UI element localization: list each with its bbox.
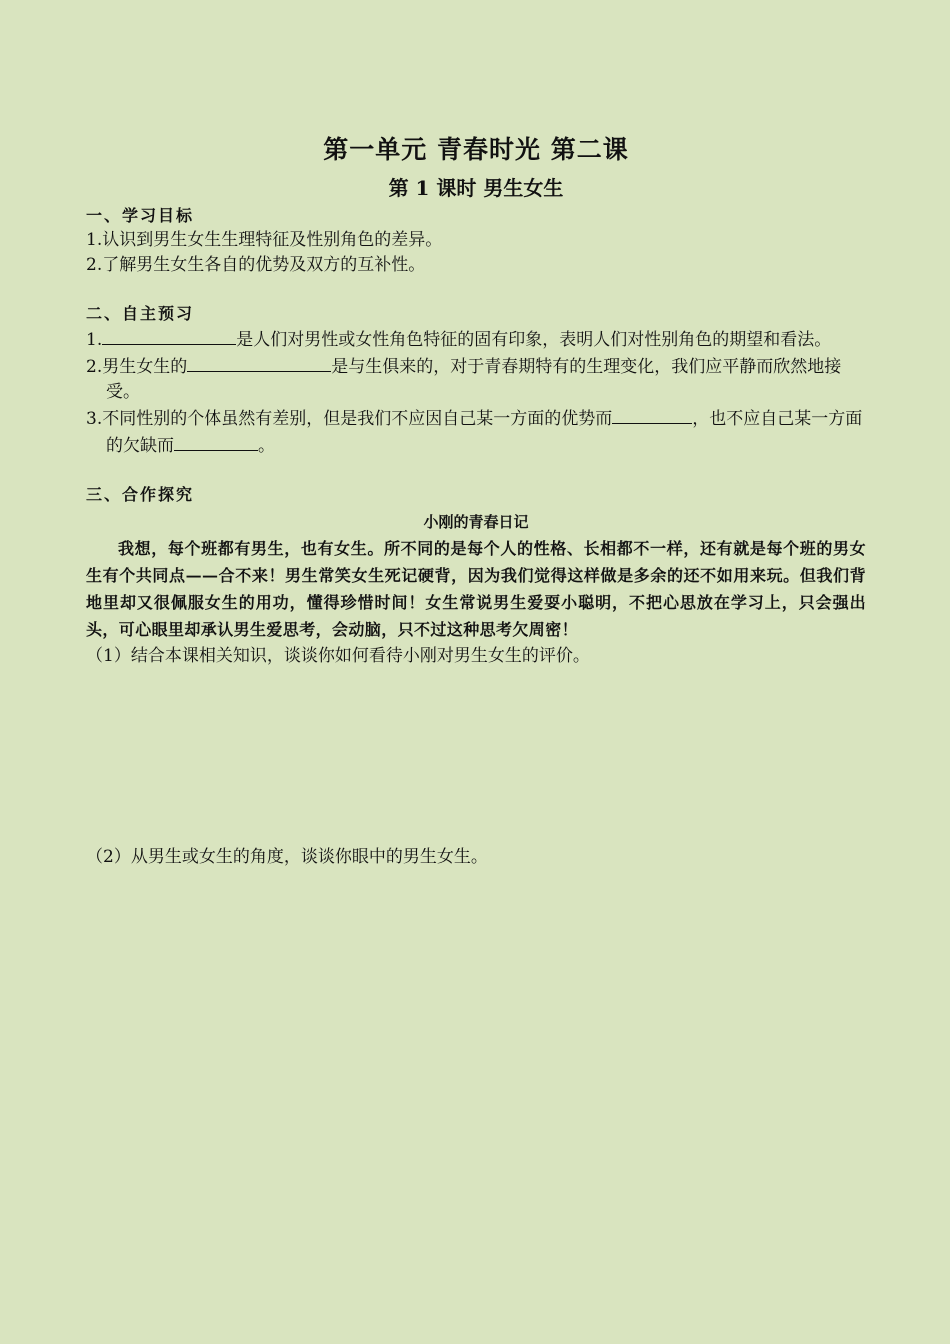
page-subtitle: 第 1 课时 男生女生 xyxy=(388,176,564,200)
story-paragraph: 我想，每个班都有男生，也有女生。所不同的是每个人的性格、长相都不一样，还有就是每个班的男女生有个共同点——合不来！男生常笑女生死记硬背，因为我们觉得这样做是多余的还不如用来玩。但我们背地里却又很佩服女生的用功，懂得珍惜时间！女生常说男生爱耍小聪明，不把心思放在学习上，只会强出头，可心眼里却承认男生爱思考，会动脑，只不过这种思考欠周密！ xyxy=(86,539,866,639)
section-inquiry xyxy=(86,483,866,1170)
objective-item-2: 2.了解男生女生各自的优势及双方的互补性。 xyxy=(86,255,426,275)
section-preview xyxy=(86,302,866,459)
q3-end: 。 xyxy=(258,436,275,456)
section-heading-inquiry: 三、合作探究 xyxy=(86,485,195,504)
inquiry-question-1: （1）结合本课相关知识，谈谈你如何看待小刚对男生女生的评价。 xyxy=(86,646,590,666)
preview-question-3 xyxy=(86,405,866,459)
fill-blank-3[interactable] xyxy=(612,405,692,424)
section-objectives xyxy=(86,204,866,278)
q2-text: 是与生俱来的，对于青春期特有的生理变化，我们应平静而欣然地接受。 xyxy=(106,357,842,402)
fill-blank-1[interactable] xyxy=(102,326,236,345)
worksheet xyxy=(86,130,866,1170)
q1-text: 是人们对男性或女性角色特征的固有印象，表明人们对性别角色的期望和看法。 xyxy=(236,330,832,350)
preview-question-1 xyxy=(86,326,866,353)
objective-item-1: 1.认识到男生女生生理特征及性别角色的差异。 xyxy=(86,230,443,250)
preview-question-2 xyxy=(86,353,866,405)
answer-space-1[interactable] xyxy=(86,669,866,844)
story-title: 小刚的青春日记 xyxy=(423,513,529,531)
q2-prefix: 2.男生女生的 xyxy=(86,357,188,377)
fill-blank-4[interactable] xyxy=(174,432,258,451)
inquiry-question-2: （2）从男生或女生的角度，谈谈你眼中的男生女生。 xyxy=(86,847,488,867)
q3-mid: ，也不应自己某一方面的欠缺而 xyxy=(106,409,863,456)
page-title: 第一单元 青春时光 第二课 xyxy=(323,135,629,164)
q3-prefix: 3.不同性别的个体虽然有差别，但是我们不应因自己某一方面的优势而 xyxy=(86,409,613,429)
section-heading-objectives: 一、学习目标 xyxy=(86,206,195,225)
section-heading-preview: 二、自主预习 xyxy=(86,304,195,323)
q1-number: 1. xyxy=(86,330,103,350)
fill-blank-2[interactable] xyxy=(187,353,331,372)
answer-space-2[interactable] xyxy=(86,870,866,1170)
